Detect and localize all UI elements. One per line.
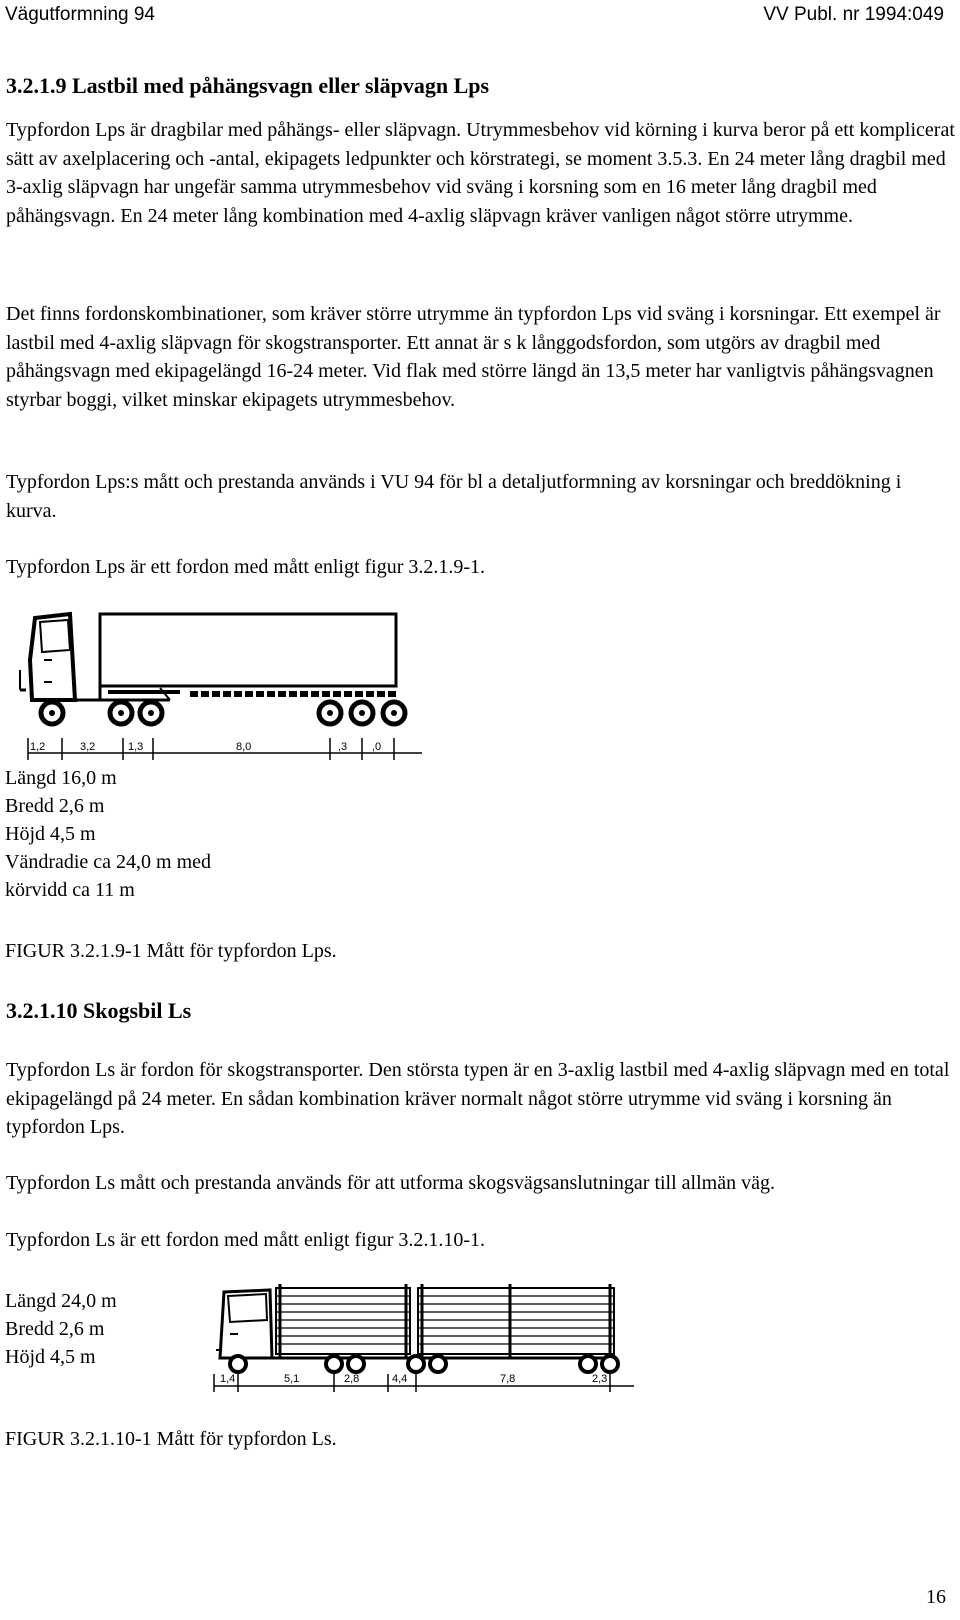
section-heading-lps: 3.2.1.9 Lastbil med påhängsvagn eller släpvagn Lps — [6, 73, 490, 98]
running-header-publication: VV Publ. nr 1994:049 — [763, 4, 944, 25]
paragraph: Det finns fordonskombinationer, som kräver större utrymme än typfordon Lps vid sväng i korsningar. Ett exempel är lastbil med 4-axlig släpvagn för skogstransporter. Ett annat är s k långgodsfordon, som utgörs av dragbil med påhängsvagn med ekipagelängd 16-24 meter. Vid flak med större längd än 13,5 meter har vanligtvis påhängsvagnen styrbar boggi, vilket minskar ekipagets utrymmesbehov. — [6, 303, 941, 411]
truck-semitrailer-figure — [0, 600, 440, 770]
paragraph: Typfordon Lps:s mått och prestanda används i VU 94 för bl a detaljutformning av korsningar och breddökning i kurva. — [6, 471, 902, 522]
dimension-label: 3,2 — [80, 741, 96, 753]
spec-line: Bredd 2,6 m — [5, 1318, 105, 1340]
spec-line: Höjd 4,5 m — [5, 1346, 96, 1368]
dimension-label: 1,3 — [128, 741, 144, 753]
paragraph: Typfordon Ls är fordon för skogstransporter. Den största typen är en 3-axlig lastbil med 4-axlig släpvagn med en total ekipagelängd på 24 meter. En sådan kombination kräver normalt något större utrymme vid sväng i korsning än typfordon Lps. — [6, 1059, 950, 1139]
paragraph: Typfordon Ls mått och prestanda används för att utforma skogsvägsanslutningar till allmän väg. — [6, 1172, 775, 1194]
running-header-title: Vägutformning 94 — [5, 4, 155, 25]
spec-line: Bredd 2,6 m — [5, 795, 105, 817]
dimension-label: 5,1 — [284, 1373, 300, 1385]
dimension-label: 2,8 — [344, 1373, 360, 1385]
dimension-label: 8,0 — [236, 741, 252, 753]
paragraph: Typfordon Lps är ett fordon med mått enligt figur 3.2.1.9-1. — [6, 556, 486, 578]
dimension-label: ,0 — [372, 741, 382, 753]
spec-line: Höjd 4,5 m — [5, 823, 96, 845]
section-heading-ls: 3.2.1.10 Skogsbil Ls — [6, 998, 192, 1023]
timber-truck-figure — [210, 1278, 640, 1398]
dimension-label: 4,4 — [392, 1373, 408, 1385]
spec-line: körvidd ca 11 m — [5, 879, 135, 901]
spec-line: Längd 16,0 m — [5, 767, 117, 789]
figure-caption: FIGUR 3.2.1.10-1 Mått för typfordon Ls. — [5, 1428, 337, 1450]
paragraph: Typfordon Ls är ett fordon med mått enligt figur 3.2.1.10-1. — [6, 1229, 486, 1251]
paragraph: Typfordon Lps är dragbilar med påhängs- eller släpvagn. Utrymmesbehov vid körning i kurva beror på ett komplicerat sätt av axelplacering och -antal, ekipagets ledpunkter och körstrategi, se moment 3.5.3. En 24 meter lång dragbil med 3-axlig släpvagn har ungefär samma utrymmesbehov vid sväng i korsning som en 16 meter lång dragbil med påhängsvagn. En 24 meter lång kombination med 4-axlig släpvagn kräver vanligen något större utrymme. — [6, 119, 955, 227]
spec-line: Vändradie ca 24,0 m med — [5, 851, 212, 873]
dimension-label: 2,3 — [592, 1373, 608, 1385]
page-number: 16 — [926, 1586, 946, 1608]
spec-line: Längd 24,0 m — [5, 1290, 117, 1312]
dimension-label: 1,4 — [220, 1373, 236, 1385]
figure-caption: FIGUR 3.2.1.9-1 Mått för typfordon Lps. — [5, 940, 337, 962]
dimension-label: 7,8 — [500, 1373, 516, 1385]
dimension-label: ,3 — [338, 741, 348, 753]
dimension-label: 1,2 — [30, 741, 46, 753]
